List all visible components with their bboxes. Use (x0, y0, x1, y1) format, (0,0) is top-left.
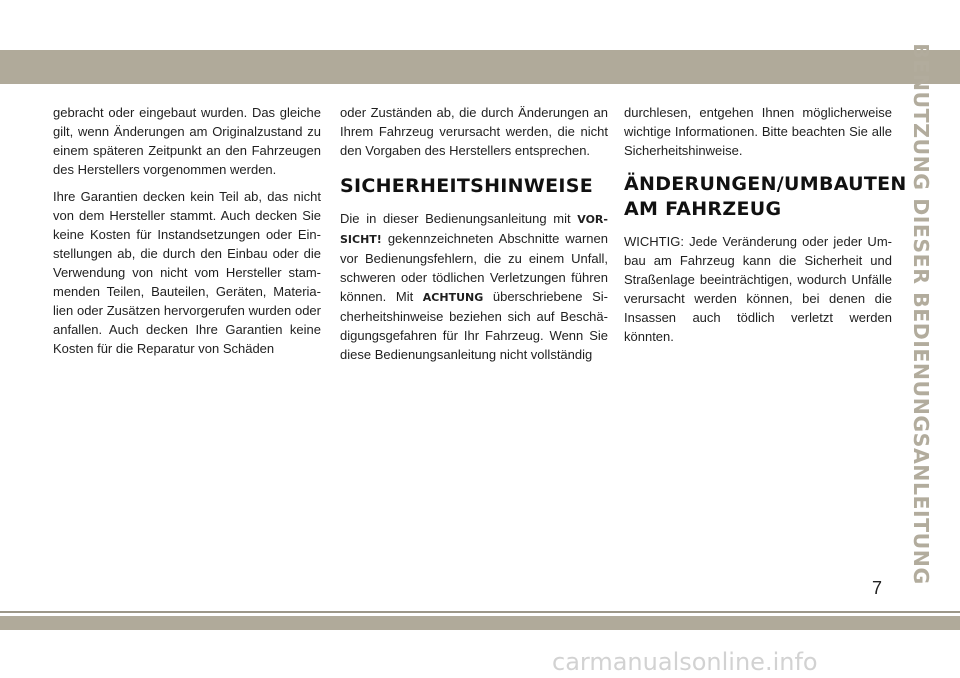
text-run: Die in dieser Bedienungsanleitung mit (340, 211, 578, 226)
keyword-achtung: ACHTUNG (422, 291, 484, 304)
text-column-2 (340, 103, 608, 372)
paragraph: gebracht oder eingebaut wurden. Das gleiche gilt, wenn Änderungen am Originalzustand zu einem späteren Zeitpunkt an den Fahrzeugen des Herstellers vorgenommen werden. (53, 105, 321, 177)
chapter-side-tab (901, 43, 941, 585)
chapter-title: BENUTZUNG DIESER BEDIENUNGSANLEITUNG (909, 43, 934, 585)
footer-rule (0, 611, 960, 613)
footer-band (0, 616, 960, 630)
keyword-vorsicht: VORSICHT! (340, 213, 608, 246)
header-band (0, 50, 960, 84)
section-heading-safety: SICHERHEITSHINWEISE (340, 175, 594, 197)
text-run: überschriebene Sicherheitshinweise beziehen sich auf Beschädigungsgefahren für Ihr Fahrzeug. Wenn Sie diese Bedienungsanleitung nicht vollständig (340, 289, 608, 362)
text-column-3 (624, 103, 907, 354)
paragraph: Ihre Garantien decken kein Teil ab, das nicht von dem Hersteller stammt. Auch decken Sie keine Kosten für Instandsetzungen oder Einstellungen ab, die durch den Einbau oder die Verwendung von nicht vom Hersteller stammenden Teilen, Bauteilen, Geräten, Materialien oder Zusätzen hervorgerufen wurden oder anfallen. Auch decken Ihre Garantien keine Kosten für die Reparatur von Schäden (53, 189, 321, 356)
text-run: gekennzeichneten Abschnitte warnen vor Bedienungsfehlern, die zu einem Unfall, schweren oder tödlichen Verletzungen führen können. Mit (340, 231, 608, 304)
text-column-1 (53, 103, 321, 366)
section-heading-modifications: ÄNDERUNGEN/UMBAUTEN AM FAHRZEUG (624, 173, 907, 220)
watermark: carmanualsonline.info (552, 648, 818, 676)
paragraph: WICHTIG: Jede Veränderung oder jeder Umbau am Fahrzeug kann die Sicherheit und Straßenlage beeinträchtigen, wodurch Unfälle verursacht werden können, bei denen die Insassen auch tödlich verletzt werden könnten. (624, 234, 892, 344)
paragraph: oder Zuständen ab, die durch Änderungen an Ihrem Fahrzeug verursacht werden, die nicht den Vorgaben des Herstellers entsprechen. (340, 105, 608, 158)
page-number: 7 (872, 578, 883, 598)
paragraph (340, 209, 608, 364)
paragraph: durchlesen, entgehen Ihnen möglicherweise wichtige Informationen. Bitte beachten Sie alle Sicherheitshinweise. (624, 105, 892, 158)
